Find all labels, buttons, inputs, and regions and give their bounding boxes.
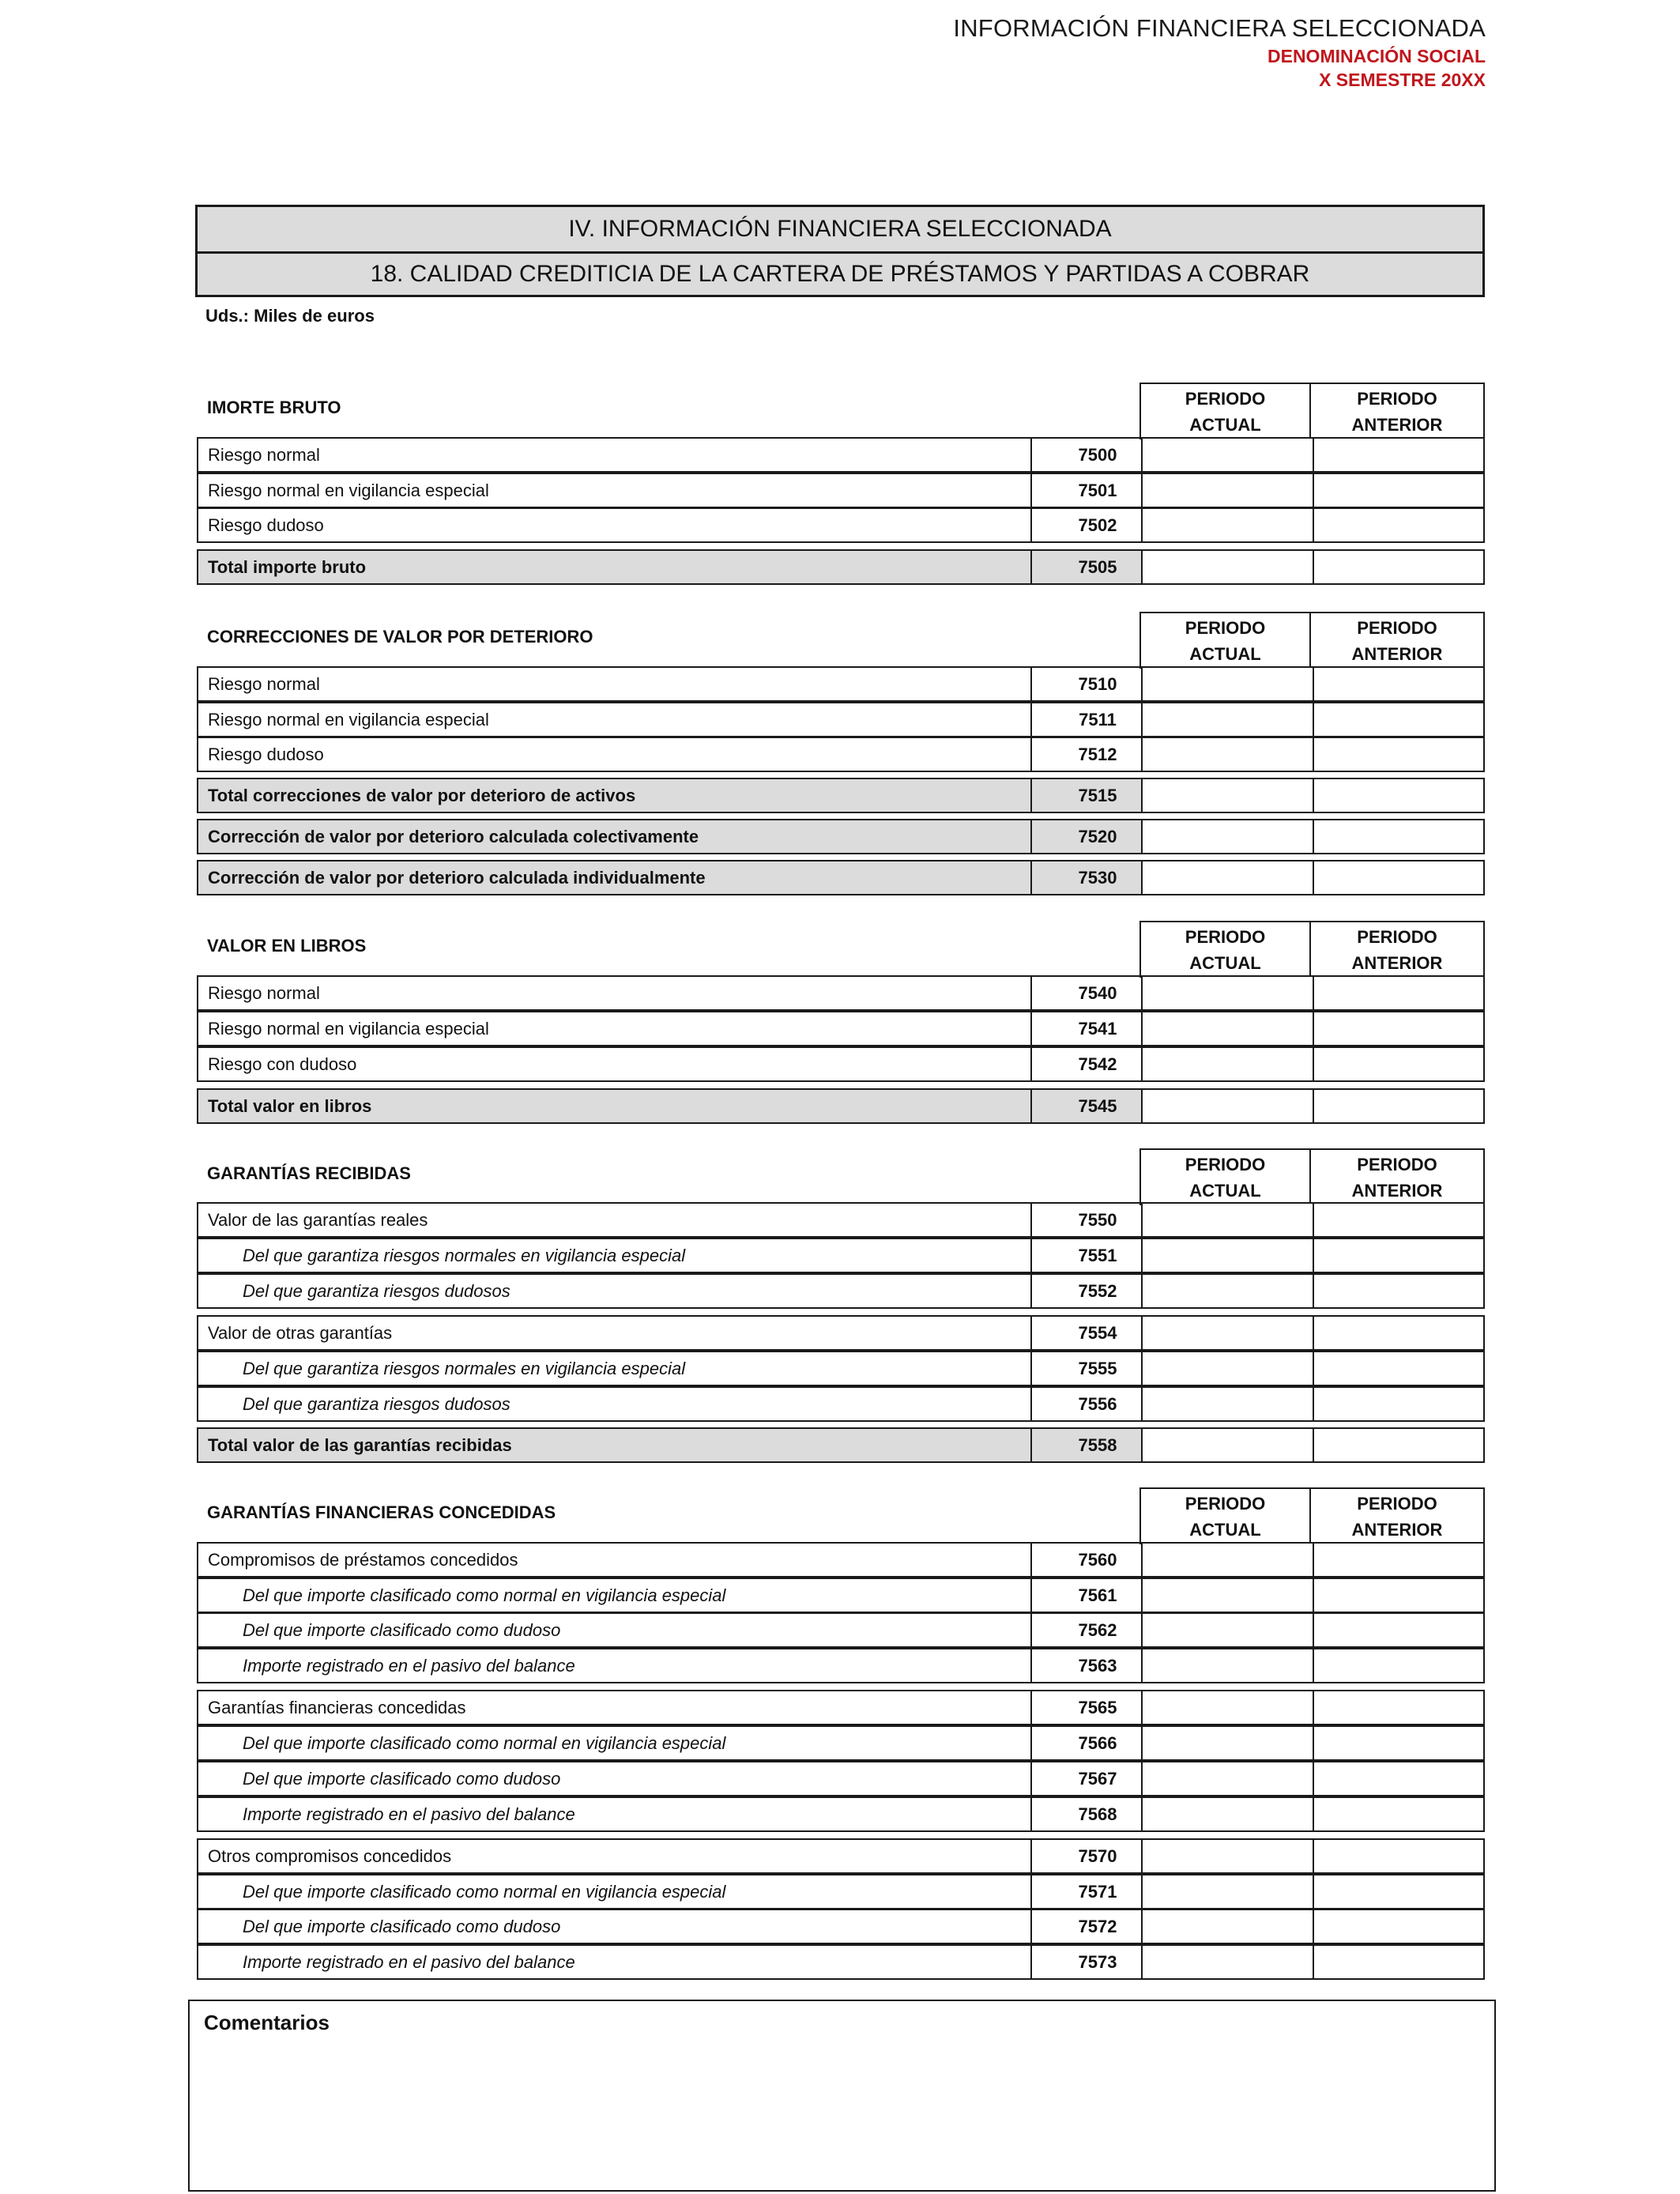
value-cell-current[interactable]	[1141, 861, 1313, 894]
value-cell-previous[interactable]	[1313, 474, 1483, 507]
value-cell-current[interactable]	[1141, 1388, 1313, 1420]
table-row	[197, 1612, 1485, 1648]
row-label: Corrección de valor por deterioro calculada individualmente	[198, 861, 1030, 894]
period-header-current	[1139, 383, 1311, 439]
value-cell-previous[interactable]	[1313, 1840, 1483, 1872]
value-cell-current[interactable]	[1141, 703, 1313, 736]
row-label: Total correcciones de valor por deterioro de activos	[198, 779, 1030, 812]
row-label: Riesgo normal en vigilancia especial	[208, 1018, 489, 1039]
row-label: Del que importe clasificado como dudoso	[243, 1916, 561, 1936]
period-header-current-line2: ACTUAL	[1189, 415, 1261, 435]
row-label: Riesgo normal	[208, 444, 320, 465]
table-row	[197, 1238, 1485, 1273]
value-cell-current[interactable]	[1141, 779, 1313, 812]
row-label: Riesgo con dudoso	[208, 1054, 357, 1074]
row-code: 7545	[1030, 1090, 1141, 1122]
row-code: 7530	[1030, 861, 1141, 894]
row-label: Compromisos de préstamos concedidos	[208, 1549, 518, 1570]
value-cell-current[interactable]	[1141, 820, 1313, 853]
value-cell-previous[interactable]	[1313, 1798, 1483, 1830]
table-row	[197, 1202, 1485, 1238]
row-code: 7551	[1030, 1239, 1141, 1272]
value-cell-previous[interactable]	[1313, 1388, 1483, 1420]
value-cell-current[interactable]	[1141, 1614, 1313, 1646]
total-row	[197, 549, 1485, 585]
value-cell-current[interactable]	[1141, 1317, 1313, 1349]
table-row	[197, 1011, 1485, 1046]
units-label: Uds.: Miles de euros	[205, 306, 375, 326]
value-cell-current[interactable]	[1141, 1579, 1313, 1612]
value-cell-previous[interactable]	[1313, 1012, 1483, 1045]
row-label: Importe registrado en el pasivo del balance	[243, 1655, 575, 1676]
value-cell-previous[interactable]	[1313, 1544, 1483, 1576]
value-cell-current[interactable]	[1141, 509, 1313, 541]
table-row	[197, 1944, 1485, 1980]
value-cell-previous[interactable]	[1313, 738, 1483, 771]
entity-name: DENOMINACIÓN SOCIAL	[1268, 46, 1486, 66]
value-cell-previous[interactable]	[1313, 1429, 1483, 1461]
value-cell-current[interactable]	[1141, 474, 1313, 507]
total-row	[197, 819, 1485, 854]
value-cell-previous[interactable]	[1313, 1204, 1483, 1236]
period-header-current-line2: ACTUAL	[1189, 953, 1261, 973]
row-label: Total valor en libros	[198, 1090, 1030, 1122]
value-cell-previous[interactable]	[1313, 551, 1483, 583]
period-header-previous-line1: PERIODO	[1357, 389, 1437, 409]
row-code: 7500	[1030, 439, 1141, 471]
comments-box[interactable]	[188, 2000, 1496, 2192]
period-header-previous-line1: PERIODO	[1357, 1494, 1437, 1514]
value-cell-previous[interactable]	[1313, 1727, 1483, 1759]
table-row	[197, 737, 1485, 772]
value-cell-previous[interactable]	[1313, 439, 1483, 471]
value-cell-current[interactable]	[1141, 1352, 1313, 1385]
value-cell-current[interactable]	[1141, 1798, 1313, 1830]
row-code: 7502	[1030, 509, 1141, 541]
table-row	[197, 1761, 1485, 1796]
value-cell-current[interactable]	[1141, 1429, 1313, 1461]
value-cell-previous[interactable]	[1313, 820, 1483, 853]
row-code: 7554	[1030, 1317, 1141, 1349]
value-cell-previous[interactable]	[1313, 509, 1483, 541]
value-cell-current[interactable]	[1141, 977, 1313, 1009]
row-code: 7542	[1030, 1048, 1141, 1080]
value-cell-previous[interactable]	[1313, 1875, 1483, 1908]
total-row	[197, 860, 1485, 895]
row-code: 7561	[1030, 1579, 1141, 1612]
row-label: Riesgo dudoso	[208, 744, 324, 764]
row-code: 7572	[1030, 1910, 1141, 1943]
period-header-current-line1: PERIODO	[1185, 1494, 1266, 1514]
value-cell-previous[interactable]	[1313, 1691, 1483, 1724]
value-cell-previous[interactable]	[1313, 861, 1483, 894]
value-cell-previous[interactable]	[1313, 1579, 1483, 1612]
period-header-current	[1139, 612, 1311, 669]
period-header-previous-line2: ANTERIOR	[1351, 1520, 1443, 1540]
period-header-previous-line1: PERIODO	[1357, 618, 1437, 638]
table-row	[197, 702, 1485, 737]
row-code: 7510	[1030, 668, 1141, 700]
value-cell-current[interactable]	[1141, 1239, 1313, 1272]
row-label: Del que importe clasificado como dudoso	[243, 1768, 561, 1789]
value-cell-current[interactable]	[1141, 1544, 1313, 1576]
value-cell-previous[interactable]	[1313, 703, 1483, 736]
period-header-current-line2: ACTUAL	[1189, 644, 1261, 664]
table-row	[197, 1909, 1485, 1944]
value-cell-current[interactable]	[1141, 1048, 1313, 1080]
period-header-current-line1: PERIODO	[1185, 618, 1266, 638]
table-row	[197, 437, 1485, 473]
row-code: 7556	[1030, 1388, 1141, 1420]
table-row	[197, 1273, 1485, 1309]
row-label: Total importe bruto	[198, 551, 1030, 583]
period-header-current-line1: PERIODO	[1185, 1155, 1266, 1174]
section-banner-title: IV. INFORMACIÓN FINANCIERA SELECCIONADA	[568, 216, 1112, 242]
row-label: Riesgo dudoso	[208, 515, 324, 535]
value-cell-current[interactable]	[1141, 1090, 1313, 1122]
table-row	[197, 975, 1485, 1011]
row-label: Garantías financieras concedidas	[208, 1697, 466, 1717]
value-cell-current[interactable]	[1141, 1012, 1313, 1045]
report-title: INFORMACIÓN FINANCIERA SELECCIONADA	[953, 14, 1486, 42]
table-row	[197, 1542, 1485, 1578]
period-header-previous	[1309, 383, 1485, 439]
value-cell-previous[interactable]	[1313, 1352, 1483, 1385]
period-header-previous	[1309, 1487, 1485, 1544]
value-cell-previous[interactable]	[1313, 1614, 1483, 1646]
value-cell-current[interactable]	[1141, 1840, 1313, 1872]
row-label: Importe registrado en el pasivo del balance	[243, 1804, 575, 1824]
row-code: 7558	[1030, 1429, 1141, 1461]
table-row	[197, 1578, 1485, 1613]
value-cell-previous[interactable]	[1313, 1762, 1483, 1795]
table-row	[197, 1386, 1485, 1422]
table-row	[197, 666, 1485, 702]
total-row	[197, 1088, 1485, 1124]
period-header-current-line1: PERIODO	[1185, 927, 1266, 947]
period-header-previous-line2: ANTERIOR	[1351, 415, 1443, 435]
row-label: Del que importe clasificado como normal en vigilancia especial	[243, 1732, 726, 1753]
period-header-current-line2: ACTUAL	[1189, 1181, 1261, 1201]
period-header-previous	[1309, 1148, 1485, 1205]
period-header-current	[1139, 1487, 1311, 1544]
period-header-current	[1139, 1148, 1311, 1205]
row-label: Riesgo normal	[208, 673, 320, 694]
table-row	[197, 1874, 1485, 1909]
row-label: Corrección de valor por deterioro calculada colectivamente	[198, 820, 1030, 853]
row-label: Total valor de las garantías recibidas	[198, 1429, 1030, 1461]
row-code: 7512	[1030, 738, 1141, 771]
table-row	[197, 1648, 1485, 1683]
row-label: Del que garantiza riesgos dudosos	[243, 1280, 510, 1301]
row-code: 7515	[1030, 779, 1141, 812]
row-code: 7520	[1030, 820, 1141, 853]
row-code: 7511	[1030, 703, 1141, 736]
row-code: 7550	[1030, 1204, 1141, 1236]
section-title: VALOR EN LIBROS	[207, 936, 367, 956]
row-label: Del que garantiza riesgos dudosos	[243, 1393, 510, 1414]
value-cell-previous[interactable]	[1313, 1048, 1483, 1080]
value-cell-previous[interactable]	[1313, 1649, 1483, 1682]
period-header-previous	[1309, 612, 1485, 669]
value-cell-current[interactable]	[1141, 1875, 1313, 1908]
row-code: 7552	[1030, 1275, 1141, 1307]
row-code: 7562	[1030, 1614, 1141, 1646]
value-cell-previous[interactable]	[1313, 1239, 1483, 1272]
table-row	[197, 1725, 1485, 1761]
row-label: Valor de otras garantías	[208, 1322, 393, 1343]
table-row	[197, 507, 1485, 543]
value-cell-current[interactable]	[1141, 1204, 1313, 1236]
table-row	[197, 1046, 1485, 1082]
row-code: 7570	[1030, 1840, 1141, 1872]
row-code: 7505	[1030, 551, 1141, 583]
row-code: 7541	[1030, 1012, 1141, 1045]
value-cell-previous[interactable]	[1313, 1946, 1483, 1978]
value-cell-previous[interactable]	[1313, 1090, 1483, 1122]
row-code: 7565	[1030, 1691, 1141, 1724]
row-label: Del que importe clasificado como normal en vigilancia especial	[243, 1881, 726, 1902]
table-row	[197, 1796, 1485, 1832]
section-title: GARANTÍAS RECIBIDAS	[207, 1163, 411, 1183]
period-header-current	[1139, 921, 1311, 978]
row-code: 7540	[1030, 977, 1141, 1009]
value-cell-current[interactable]	[1141, 1946, 1313, 1978]
row-label: Del que garantiza riesgos normales en vigilancia especial	[243, 1358, 686, 1378]
subsection-banner-title: 18. CALIDAD CREDITICIA DE LA CARTERA DE PRÉSTAMOS Y PARTIDAS A COBRAR	[370, 261, 1310, 287]
section-title: GARANTÍAS FINANCIERAS CONCEDIDAS	[207, 1502, 556, 1522]
row-code: 7571	[1030, 1875, 1141, 1908]
period-header-previous-line1: PERIODO	[1357, 1155, 1437, 1174]
period-header-previous-line2: ANTERIOR	[1351, 1181, 1443, 1201]
period-header-previous-line1: PERIODO	[1357, 927, 1437, 947]
table-row	[197, 1838, 1485, 1874]
value-cell-previous[interactable]	[1313, 1317, 1483, 1349]
value-cell-current[interactable]	[1141, 1691, 1313, 1724]
total-row	[197, 1427, 1485, 1463]
value-cell-current[interactable]	[1141, 668, 1313, 700]
value-cell-previous[interactable]	[1313, 977, 1483, 1009]
row-label: Importe registrado en el pasivo del balance	[243, 1951, 575, 1972]
value-cell-current[interactable]	[1141, 1910, 1313, 1943]
row-code: 7560	[1030, 1544, 1141, 1576]
row-label: Riesgo normal en vigilancia especial	[208, 709, 489, 729]
total-row	[197, 778, 1485, 813]
row-code: 7501	[1030, 474, 1141, 507]
report-period: X SEMESTRE 20XX	[1319, 70, 1486, 90]
period-header-previous-line2: ANTERIOR	[1351, 953, 1443, 973]
row-label: Del que garantiza riesgos normales en vigilancia especial	[243, 1245, 686, 1265]
row-label: Del que importe clasificado como dudoso	[243, 1619, 561, 1640]
period-header-previous-line2: ANTERIOR	[1351, 644, 1443, 664]
value-cell-previous[interactable]	[1313, 1275, 1483, 1307]
section-title: IMORTE BRUTO	[207, 398, 341, 417]
value-cell-current[interactable]	[1141, 738, 1313, 771]
row-code: 7567	[1030, 1762, 1141, 1795]
row-label: Otros compromisos concedidos	[208, 1845, 452, 1866]
row-code: 7555	[1030, 1352, 1141, 1385]
table-row	[197, 1351, 1485, 1386]
table-row	[197, 473, 1485, 508]
row-code: 7563	[1030, 1649, 1141, 1682]
row-code: 7568	[1030, 1798, 1141, 1830]
row-code: 7573	[1030, 1946, 1141, 1978]
subsection-banner	[195, 251, 1485, 297]
table-row	[197, 1690, 1485, 1725]
row-label: Riesgo normal	[208, 982, 320, 1003]
period-header-current-line1: PERIODO	[1185, 389, 1266, 409]
value-cell-current[interactable]	[1141, 1275, 1313, 1307]
row-code: 7566	[1030, 1727, 1141, 1759]
value-cell-current[interactable]	[1141, 1727, 1313, 1759]
comments-title: Comentarios	[204, 2011, 330, 2034]
value-cell-previous[interactable]	[1313, 668, 1483, 700]
value-cell-current[interactable]	[1141, 1762, 1313, 1795]
row-label: Del que importe clasificado como normal en vigilancia especial	[243, 1585, 726, 1605]
period-header-current-line2: ACTUAL	[1189, 1520, 1261, 1540]
value-cell-current[interactable]	[1141, 1649, 1313, 1682]
section-title: CORRECCIONES DE VALOR POR DETERIORO	[207, 627, 593, 647]
row-label: Valor de las garantías reales	[208, 1209, 428, 1230]
value-cell-previous[interactable]	[1313, 779, 1483, 812]
row-label: Riesgo normal en vigilancia especial	[208, 480, 489, 500]
section-banner	[195, 205, 1485, 254]
value-cell-current[interactable]	[1141, 551, 1313, 583]
table-row	[197, 1315, 1485, 1351]
value-cell-previous[interactable]	[1313, 1910, 1483, 1943]
period-header-previous	[1309, 921, 1485, 978]
value-cell-current[interactable]	[1141, 439, 1313, 471]
